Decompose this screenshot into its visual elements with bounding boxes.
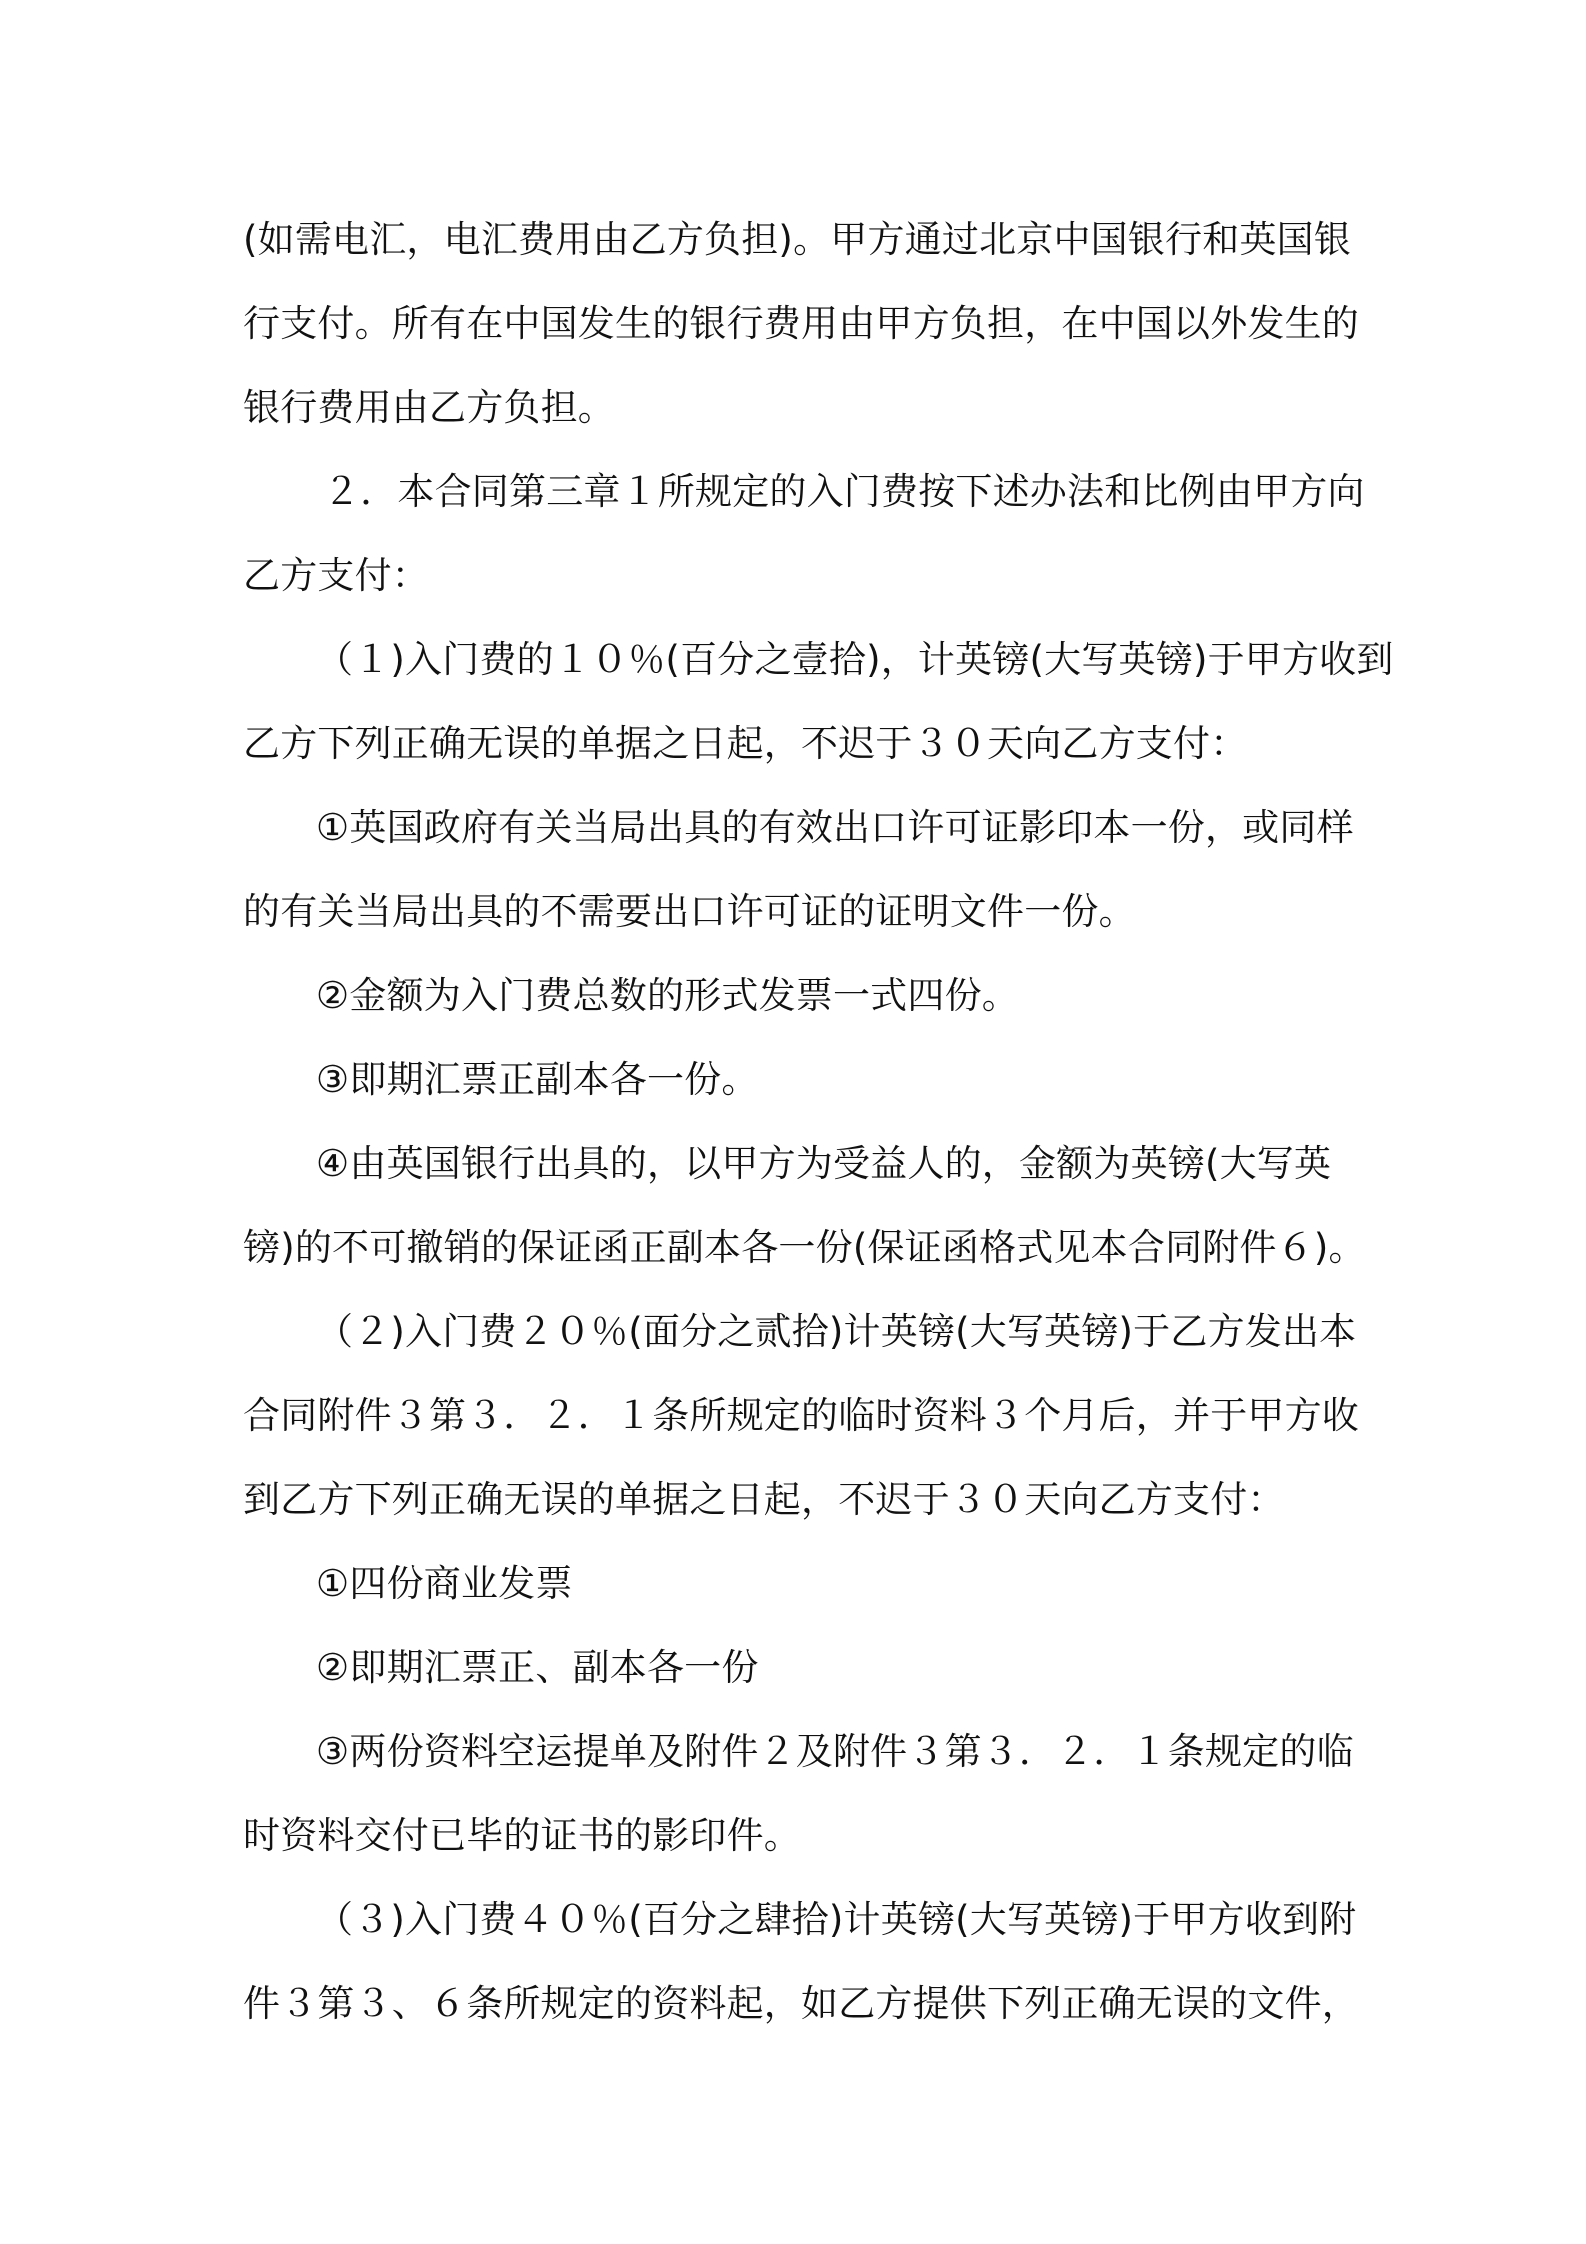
paragraph-line: 到乙方下列正确无误的单据之日起，不迟于３０天向乙方支付： [243,1478,1285,1521]
paragraph-line: ③即期汇票正副本各一份。 [316,1058,759,1101]
document-body [243,198,1394,2046]
paragraph-line: ③两份资料空运提单及附件２及附件３第３．２．１条规定的临 [316,1730,1354,1773]
paragraph-line: （２)入门费２０％(面分之贰拾)计英镑(大写英镑)于乙方发出本 [316,1310,1357,1353]
paragraph-line: ２．本合同第三章１所规定的入门费按下述办法和比例由甲方向 [323,470,1365,513]
paragraph-line: 镑)的不可撤销的保证函正副本各一份(保证函格式见本合同附件６)。 [243,1226,1366,1269]
paragraph-line: 的有关当局出具的不需要出口许可证的证明文件一份。 [243,890,1136,933]
paragraph-line: ②金额为入门费总数的形式发票一式四份。 [316,974,1019,1017]
paragraph-line: 件３第３、６条所规定的资料起，如乙方提供下列正确无误的文件， [243,1982,1359,2025]
paragraph-line: 时资料交付已毕的证书的影印件。 [243,1814,801,1857]
paragraph-line: （１)入门费的１０％(百分之壹拾)，计英镑(大写英镑)于甲方收到 [316,638,1394,681]
paragraph-line: ②即期汇票正、副本各一份 [316,1646,759,1689]
paragraph-line: (如需电汇，电汇费用由乙方负担)。甲方通过北京中国银行和英国银 [243,218,1352,261]
paragraph-line: 行支付。所有在中国发生的银行费用由甲方负担，在中国以外发生的 [243,302,1359,345]
paragraph-line: 银行费用由乙方负担。 [243,386,615,429]
paragraph-line: ①英国政府有关当局出具的有效出口许可证影印本一份，或同样 [316,806,1354,849]
paragraph-line: 合同附件３第３．２．１条所规定的临时资料３个月后，并于甲方收 [243,1394,1359,1437]
paragraph-line: ①四份商业发票 [316,1562,573,1605]
paragraph-line: 乙方下列正确无误的单据之日起，不迟于３０天向乙方支付： [243,722,1248,765]
paragraph-line: （３)入门费４０％(百分之肆拾)计英镑(大写英镑)于甲方收到附 [316,1898,1357,1941]
paragraph-line: ④由英国银行出具的，以甲方为受益人的，金额为英镑(大写英 [316,1142,1332,1185]
paragraph-line: 乙方支付： [243,554,429,597]
